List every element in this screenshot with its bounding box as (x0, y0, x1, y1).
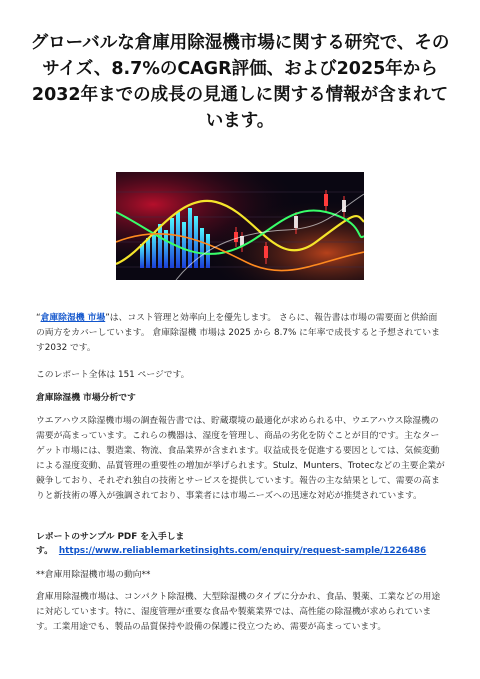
analysis-paragraph: ウエアハウス除湿機市場の調査報告書では、貯蔵環境の最適化が求められる中、ウエアハウス除湿機の需要が高まっています。これらの機器は、湿度を管理し、商品の劣化を防ぐことが目的です。主なターゲット市場には、製造業、物流、食品業界が含まれます。収益成長を促進する要因としては、気候変動による湿度変動、品質管理の重要性の増加が挙げられます。Stulz、Munters、Trotecなどの主要企業が競争しており、それぞれ独自の技術とサービスを提供しています。報告の主な結果として、需要の高まりと新技術の導入が強調されており、事業者には市場ニーズへの迅速な対応が推奨されています。 (36, 416, 445, 501)
trend-paragraph: 倉庫用除湿機市場は、コンパクト除湿機、大型除湿機のタイプに分かれ、食品、製薬、工業などの用途に対応しています。特に、湿度管理が重要な食品や製薬業界では、高性能の除湿機が求められています。工業用途でも、製品の品質保持や設備の保護に役立つため、需要が高まっています。 (36, 592, 441, 632)
sample-request-line (36, 544, 446, 559)
intro-paragraph (36, 311, 446, 356)
hero-chart-image (116, 172, 364, 280)
page-count-text: このレポート全体は 151 ページです。 (36, 370, 190, 380)
trend-heading: **倉庫用除湿機市場の動向** (36, 570, 151, 580)
stock-chart-illustration (116, 172, 364, 280)
document-title: グローバルな倉庫用除湿機市場に関する研究で、そのサイズ、8.7%のCAGR評価、および2025年から2032年までの成長の見通しに関する情報が含まれています。 (30, 33, 450, 131)
sample-request-link[interactable]: https://www.reliablemarketinsights.com/enquiry/request-sample/1226486 (58, 546, 427, 556)
market-keyword-link[interactable]: 倉庫除湿機 市場 (40, 313, 106, 323)
quote-open: “ (36, 313, 41, 323)
sample-request-label-end: す。 (36, 546, 53, 556)
intro-text: ”は、コスト管理と効率向上を優先します。 さらに、報告書は市場の需要面と供給面の両方をカバーしています。 倉庫除湿機 市場は 2025 から 8.7% に年率で成長すると予想されています2032 です。 (36, 313, 440, 353)
sample-request-label: レポートのサンプル PDF を入手しま (36, 532, 185, 542)
analysis-heading: 倉庫除湿機 市場分析です (36, 393, 136, 403)
